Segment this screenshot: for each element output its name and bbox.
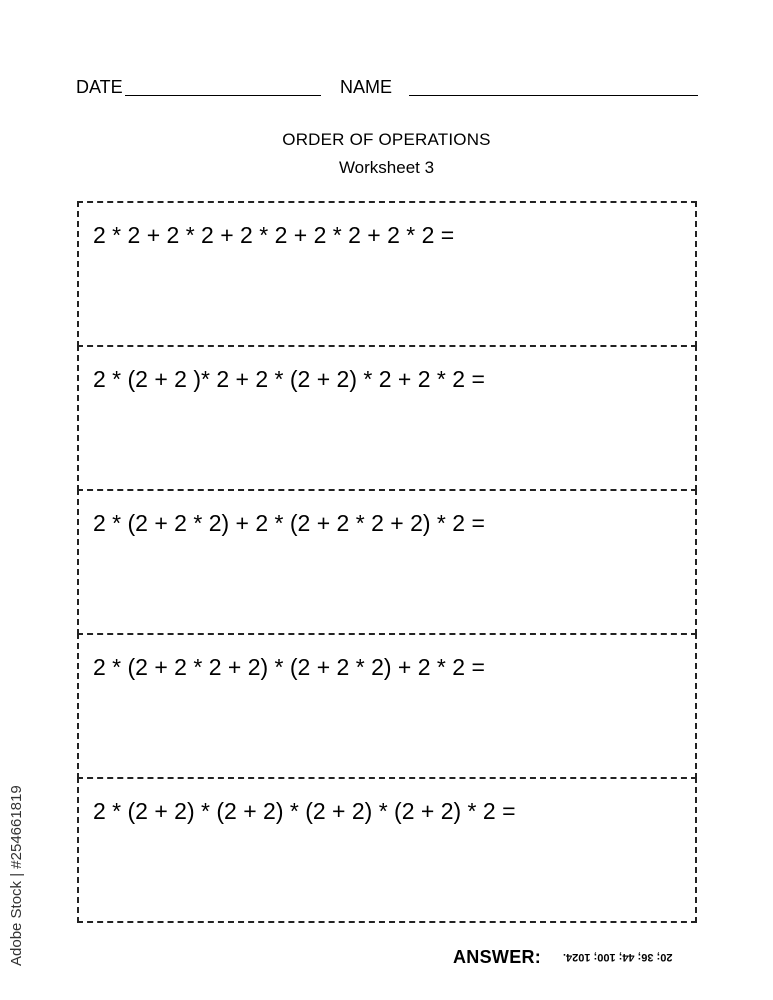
- answer-label: ANSWER:: [453, 947, 542, 967]
- problem-expression: 2 * (2 + 2 * 2 + 2) * (2 + 2 * 2) + 2 * 2 =: [93, 654, 485, 680]
- problem-cell[interactable]: [77, 201, 697, 347]
- problem-expression: 2 * (2 + 2 * 2) + 2 * (2 + 2 * 2 + 2) * 2 =: [93, 510, 485, 536]
- problem-cell[interactable]: [77, 345, 697, 491]
- problem-expression: 2 * 2 + 2 * 2 + 2 * 2 + 2 * 2 + 2 * 2 =: [93, 222, 455, 248]
- problem-cell[interactable]: [77, 489, 697, 635]
- stock-id-text: Adobe Stock | #254661819: [8, 785, 25, 966]
- problem-cell[interactable]: [77, 777, 697, 923]
- worksheet-subtitle: Worksheet 3: [338, 158, 435, 177]
- worksheet-title: ORDER OF OPERATIONS: [282, 130, 491, 149]
- problem-expression: 2 * (2 + 2) * (2 + 2) * (2 + 2) * (2 + 2) * 2 =: [93, 798, 516, 824]
- answer-values-upside-down: 20; 36; 44; 100; 1024.: [563, 951, 673, 963]
- problem-expression: 2 * (2 + 2 )* 2 + 2 * (2 + 2) * 2 + 2 * 2 =: [93, 366, 485, 392]
- stock-id-watermark: [8, 766, 28, 966]
- problem-cell[interactable]: [77, 633, 697, 779]
- date-blank-line[interactable]: [125, 95, 321, 96]
- name-blank-line[interactable]: [409, 95, 698, 96]
- problem-grid: [77, 201, 697, 921]
- header-fields: [76, 76, 698, 98]
- date-label: DATE: [76, 77, 123, 97]
- name-label: NAME: [340, 77, 393, 97]
